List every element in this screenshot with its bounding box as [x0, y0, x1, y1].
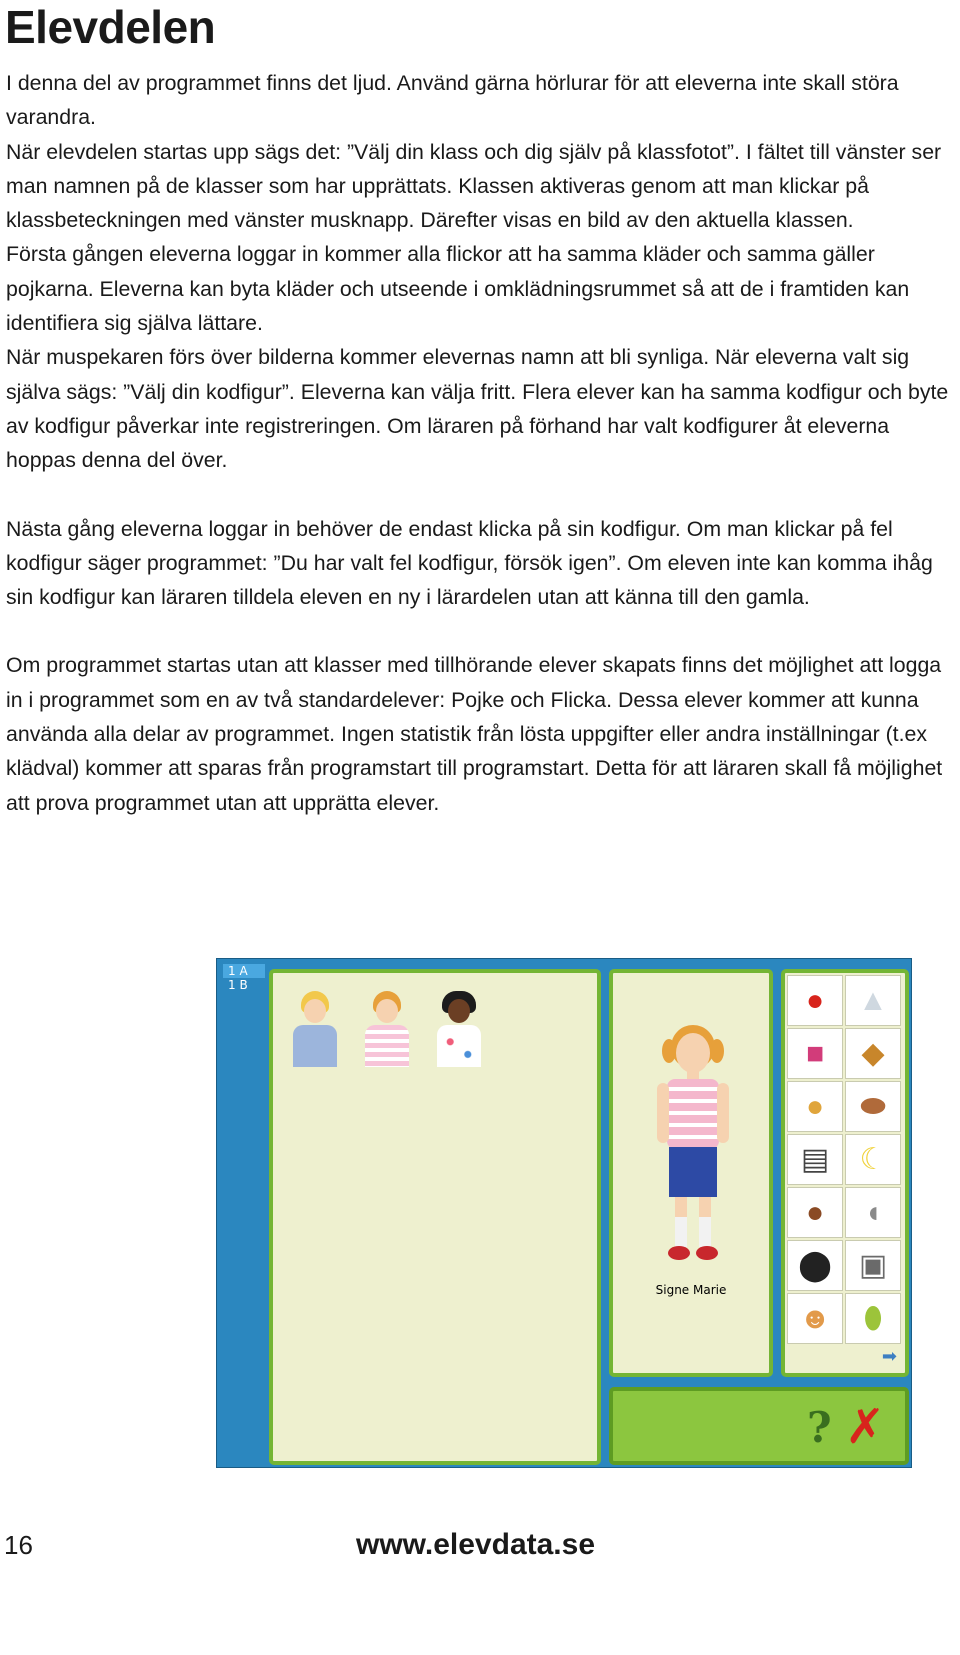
class-photo-panel — [269, 969, 601, 1465]
lion-icon[interactable]: ◆ — [845, 1028, 901, 1079]
page-number: 16 — [4, 1530, 33, 1560]
footer-url: www.elevdata.se — [356, 1528, 596, 1561]
page-title: Elevdelen — [5, 1, 216, 53]
student-avatar — [357, 985, 417, 1067]
student-avatar — [429, 985, 489, 1067]
close-icon[interactable]: ✗ — [845, 1401, 886, 1454]
paragraph: När muspekaren förs över bilderna kommer elevernas namn att bli synliga. När eleverna valt sig själva sägs: ”Välj din kodfigur”. Eleverna kan välja fritt. Flera elever kan ha samma kodfigur och byte av kodfigur påverkar inte registreringen. Om läraren på förhand har valt kodfigurer åt eleverna hoppas denna del över. — [6, 345, 949, 473]
help-icon[interactable]: ? — [807, 1403, 832, 1452]
student-avatar — [285, 985, 345, 1067]
moon-icon[interactable]: ☾ — [845, 1134, 901, 1185]
apple-icon[interactable]: ● — [787, 975, 843, 1026]
code-figure-panel — [781, 969, 909, 1377]
football-icon[interactable]: ⬤ — [787, 1240, 843, 1291]
arrow-right-icon[interactable]: ➡ — [881, 1346, 897, 1366]
class-item-1a: 1 A — [223, 964, 265, 978]
class-item-1b: 1 B — [228, 978, 248, 992]
selected-student-panel — [609, 969, 773, 1377]
program-screenshot — [216, 958, 912, 1468]
teddy-bear-icon[interactable]: ● — [787, 1081, 843, 1132]
body-text — [6, 66, 952, 854]
paragraph: När elevdelen startas upp sägs det: ”Välj din klass och dig själv på klassfotot”. I fältet till vänster ser man namnen på de klasser som har upprättats. Klassen aktiveras genom att man klickar på klassbeteckningen med vänster musknapp. Därefter visas en bild av den aktuella klassen. — [6, 139, 942, 233]
pear-icon[interactable]: ⬮ — [845, 1293, 901, 1344]
computer-icon[interactable]: ▣ — [845, 1240, 901, 1291]
guinea-pig-icon[interactable]: ⬬ — [845, 1081, 901, 1132]
bear-icon[interactable]: ● — [787, 1187, 843, 1238]
student-name-label: Signe Marie — [655, 1283, 727, 1297]
cat-icon[interactable]: ▲ — [845, 975, 901, 1026]
paragraph: I denna del av programmet finns det ljud. Använd gärna hörlurar för att eleverna inte skall störa varandra. — [6, 71, 899, 130]
paragraph: Nästa gång eleverna loggar in behöver de endast klicka på sin kodfigur. Om man klickar på fel kodfigur säger programmet: ”Du har valt fel kodfigur, försök igen”. Om eleven inte kan komma ihåg sin kodfigur kan läraren tilldela eleven en ny i lärardelen utan att känna till den gamla. — [6, 516, 933, 610]
boy-face-icon[interactable]: ☻ — [787, 1293, 843, 1344]
student-figure — [649, 1017, 737, 1277]
paragraph: Om programmet startas utan att klasser med tillhörande elever skapats finns det möjlighet att logga in i programmet som en av två standardelever: Pojke och Flicka. Dessa elever kommer att kunna använda alla delar av programmet. Ingen statistik från lösta uppgifter eller andra inställningar (t.ex klädval) kommer att sparas från programstart till programstart. Detta för att läraren skall få möjlighet att prova programmet utan att upprätta elever. — [6, 653, 943, 815]
paragraph: Första gången eleverna loggar in kommer alla flickor att ha samma kläder och samma gäller pojkarna. Eleverna kan byta kläder och utseende i omklädningsrummet så att de i framtiden kan identifiera sig själva lättare. — [6, 242, 910, 336]
control-panel — [609, 1387, 909, 1465]
zebra-icon[interactable]: ▤ — [787, 1134, 843, 1185]
code-figure-grid — [787, 975, 903, 1344]
class-list — [223, 964, 265, 992]
mouse-icon[interactable]: ◖ — [845, 1187, 901, 1238]
backpack-icon[interactable]: ■ — [787, 1028, 843, 1079]
